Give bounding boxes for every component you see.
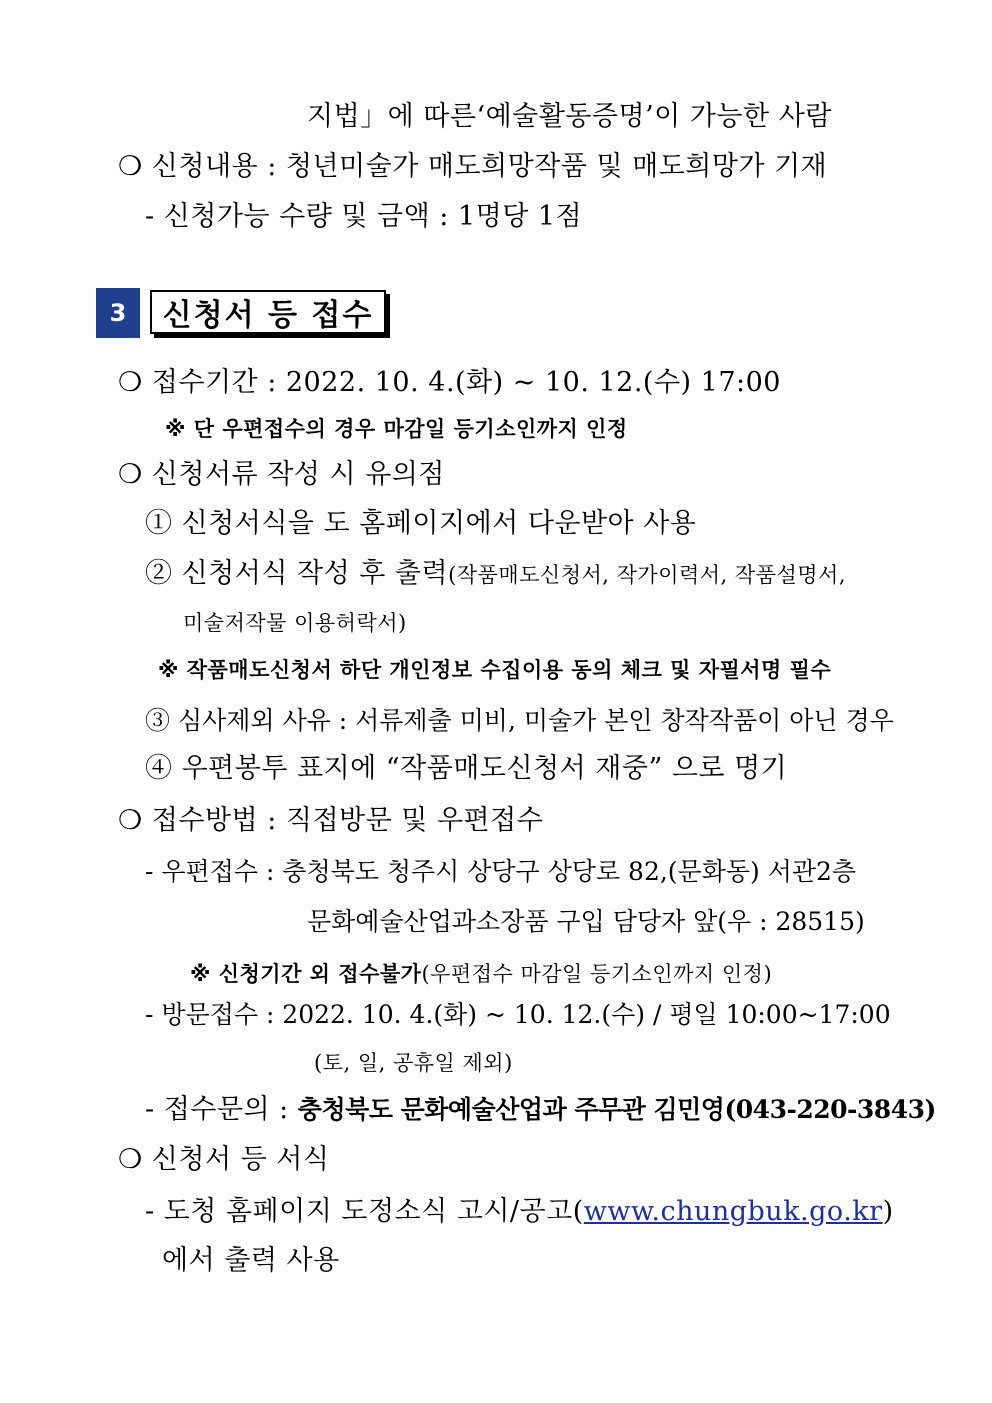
form-note-1: ① 신청서식을 도 홈페이지에서 다운받아 사용 (145, 508, 697, 539)
homepage-link[interactable]: www.chungbuk.go.kr (583, 1196, 883, 1227)
signature-note: ※ 작품매도신청서 하단 개인정보 수집이용 동의 체크 및 자필서명 필수 (158, 658, 832, 682)
visit-exclusion: (토, 일, 공휴일 제외) (314, 1051, 513, 1075)
form-source-close: ) (882, 1196, 894, 1227)
inquiry-label: - 접수문의 : (145, 1094, 298, 1125)
form-note-2-main: ② 신청서식 작성 후 출력 (145, 558, 449, 589)
postal-address: - 우편접수 : 충청북도 청주시 상당구 상당로 82,(문화동) 서관2층 (145, 857, 857, 886)
reception-method: ❍ 접수방법 : 직접방문 및 우편접수 (118, 805, 544, 836)
application-content: ❍ 신청내용 : 청년미술가 매도희망작품 및 매도희망가 기재 (118, 151, 828, 182)
visit-reception: - 방문접수 : 2022. 10. 4.(화) ~ 10. 12.(수) / 평일 10:00~17:00 (145, 1000, 891, 1029)
inquiry-contact: 충청북도 문화예술산업과 주무관 김민영(043-220-3843) (297, 1095, 936, 1124)
form-source-text: - 도청 홈페이지 도정소식 고시/공고( (145, 1196, 584, 1227)
inquiry (145, 1093, 936, 1127)
form-heading: ❍ 신청서 등 서식 (118, 1144, 330, 1175)
postal-recipient: 문화예술산업과소장품 구입 담당자 앞(우 : 28515) (307, 907, 865, 936)
application-quantity: - 신청가능 수량 및 금액 : 1명당 1점 (145, 201, 583, 232)
form-notes-heading: ❍ 신청서류 작성 시 유의점 (118, 459, 445, 490)
form-note-2-list: (작품매도신청서, 작가이력서, 작품설명서, (448, 563, 847, 587)
form-source (145, 1195, 894, 1229)
form-note-2 (145, 557, 846, 592)
deadline-note (190, 956, 772, 991)
deadline-note-bold: ※ 신청기간 외 접수불가 (190, 962, 422, 986)
form-source-cont: 에서 출력 사용 (162, 1245, 340, 1276)
reception-period: ❍ 접수기간 : 2022. 10. 4.(화) ~ 10. 12.(수) 17:00 (118, 367, 781, 398)
section-number: 3 (96, 288, 140, 338)
section-title: 신청서 등 접수 (150, 290, 386, 334)
eligibility-continuation: 지법」에 따른‘예술활동증명’이 가능한 사람 (307, 101, 832, 132)
deadline-note-paren: (우편접수 마감일 등기소인까지 인정) (421, 962, 773, 986)
form-note-2-list-cont: 미술저작물 이용허락서) (183, 611, 407, 635)
postal-note: ※ 단 우편접수의 경우 마감일 등기소인까지 인정 (165, 417, 628, 441)
form-note-3: ③ 심사제외 사유 : 서류제출 미비, 미술가 본인 창작작품이 아닌 경우 (145, 706, 894, 735)
form-note-4: ④ 우편봉투 표지에 “작품매도신청서 재중” 으로 명기 (145, 753, 788, 784)
